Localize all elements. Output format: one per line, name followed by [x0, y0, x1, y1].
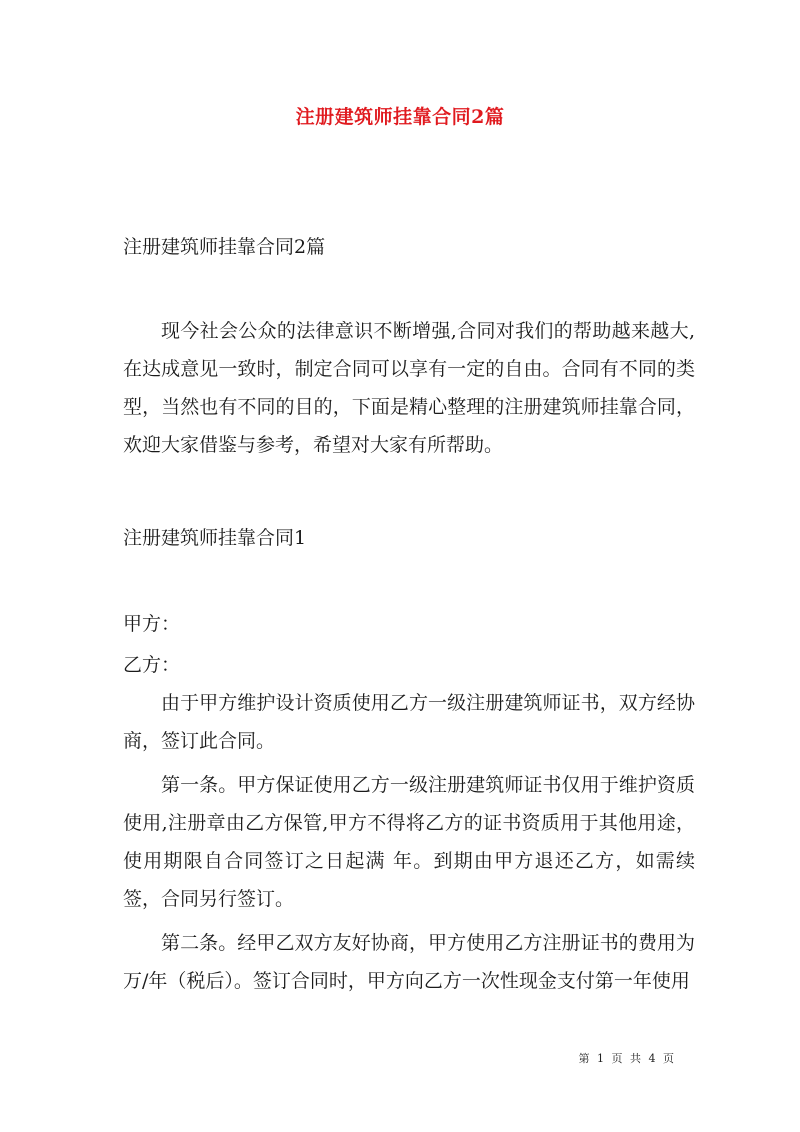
- intro-paragraph: 现今社会公众的法律意识不断增强,合同对我们的帮助越来越大,在达成意见一致时，制定合同可以享有一定的自由。合同有不同的类型，当然也有不同的目的，下面是精心整理的注册建筑师挂靠合同，欢迎大家借鉴与参考，希望对大家有所帮助。: [123, 320, 695, 456]
- contract-clauses: [123, 684, 695, 1006]
- reason-paragraph: 由于甲方维护设计资质使用乙方一级注册建筑师证书，双方经协商，签订此合同。: [123, 692, 695, 752]
- party-a-label: 甲方：: [123, 613, 181, 635]
- page-number: 第 1 页 共 4 页: [578, 1052, 676, 1065]
- document-title: 注册建筑师挂靠合同2篇: [295, 106, 505, 128]
- clause-2: 第二条。经甲乙双方友好协商，甲方使用乙方注册证书的费用为万/年（税后）。签订合同时，甲方向乙方一次性现金支付第一年使用: [123, 932, 695, 992]
- document-subtitle: 注册建筑师挂靠合同2篇: [123, 236, 326, 258]
- clause-1: 第一条。甲方保证使用乙方一级注册建筑师证书仅用于维护资质使用,注册章由乙方保管,甲方不得将乙方的证书资质用于其他用途，使用期限自合同签订之日起满 年。到期由甲方退还乙方，如需续签，合同另行签订。: [123, 774, 695, 910]
- section-heading: 注册建筑师挂靠合同1: [123, 527, 307, 549]
- party-b-label: 乙方：: [123, 654, 181, 676]
